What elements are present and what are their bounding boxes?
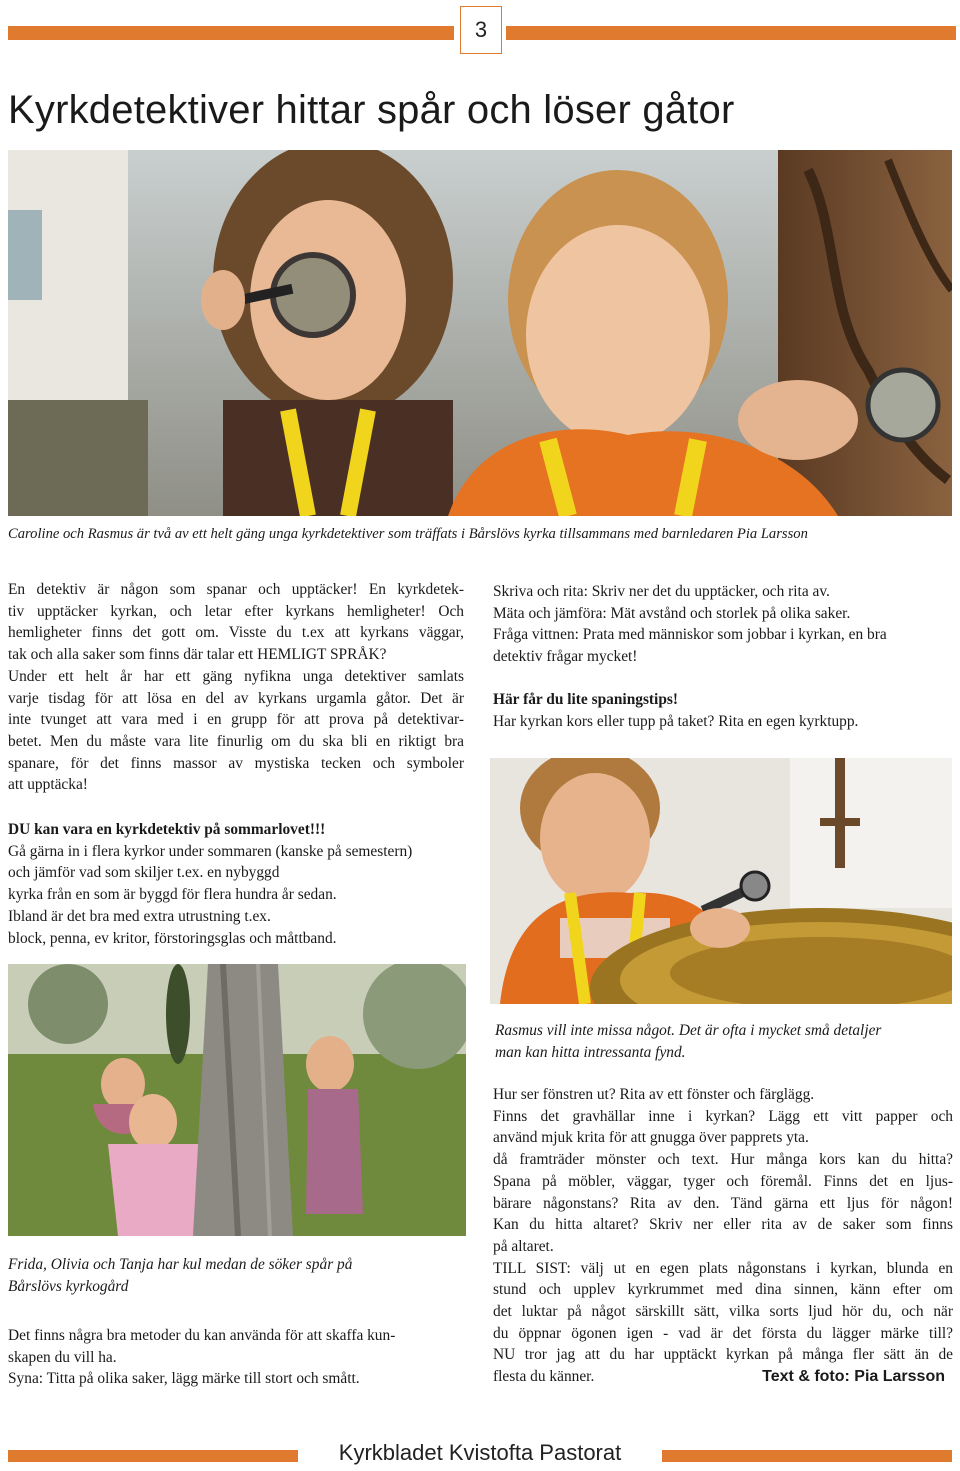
intro-line: betet. Men du måste vara lite finurlig om du ska bli en riktigt bra	[8, 732, 464, 750]
photo-girls-tree	[8, 964, 466, 1236]
footer-publication: Kyrkbladet Kvistofta Pastorat	[338, 1440, 622, 1465]
method-line: detektiv frågar mycket!	[493, 648, 638, 666]
summer-line: kyrka från en som är byggd för flera hundra år sedan.	[8, 886, 337, 904]
photo-credit: Text & foto: Pia Larsson	[762, 1368, 945, 1386]
tips-body-line: bärare någonstans? Rita av den. Tänd gärna ett ljus för någon!	[493, 1194, 953, 1212]
summer-line: block, penna, ev kritor, förstoringsglas och måttband.	[8, 929, 337, 947]
methods-line: Det finns några bra metoder du kan använda för att skaffa kun-	[8, 1327, 396, 1344]
methods-line: skapen du vill ha.	[8, 1348, 117, 1366]
intro-line: inte tvunget att vara med i en grupp för att prova på detektivar-	[8, 711, 464, 729]
article-title: Kyrkdetektiver hittar spår och löser gåtor	[8, 88, 735, 132]
tips-line: Har kyrkan kors eller tupp på taket? Rita en egen kyrktupp.	[493, 712, 859, 730]
last-line: flesta du känner.	[493, 1368, 595, 1386]
intro-line: Under ett helt år har ett gäng nyfikna unga detektiver samlats	[8, 667, 464, 685]
photo-children-magnifier	[8, 150, 952, 516]
intro-line: hemligheter finns det gott om. Visste du t.ex att kyrkans väggar,	[8, 624, 464, 642]
page-number: 3	[460, 6, 502, 54]
summer-line: och jämför vad som skiljer t.ex. en nybyggd	[8, 864, 280, 882]
summer-section	[8, 819, 478, 949]
intro-line: spanare, för det finns massor av mystiska tecken och symboler	[8, 754, 464, 772]
church-tips-paragraph	[493, 1084, 953, 1388]
methods-paragraph	[8, 1325, 468, 1390]
intro-line: tak och alla saker som finns där talar ett HEMLIGT SPRÅK?	[8, 646, 387, 664]
photo-boy-font	[490, 758, 952, 1004]
intro-line: tiv upptäcker kyrkan, och letar efter kyrkans hemligheter! Och	[8, 602, 464, 620]
tips-heading: Här får du lite spaningstips!	[493, 691, 679, 708]
tips-body-line: det luktar på något särskillt sätt, vilka sorts ljud hör du, och när	[493, 1303, 953, 1321]
tips-section	[493, 689, 953, 732]
tips-body-line: Hur ser fönstren ut? Rita av ett fönster och färglägg.	[493, 1086, 815, 1103]
header-bar-left	[8, 26, 454, 40]
tips-body-line: du öppnar ögonen igen - vad är det första du lägger märke till?	[493, 1324, 953, 1342]
summer-line: Ibland är det bra med extra utrustning t.ex.	[8, 907, 271, 925]
photo-girls-tree-image	[8, 964, 466, 1236]
photo-boy-caption-line: man kan hitta intressanta fynd.	[495, 1044, 686, 1061]
tips-body-line: på altaret.	[493, 1237, 554, 1255]
photo-girls-caption	[8, 1254, 466, 1298]
methods-line: Syna: Titta på olika saker, lägg märke till stort och smått.	[8, 1370, 360, 1388]
intro-line: varje tisdag för att lösa en del av kyrkans urgamla gåtor. Det är	[8, 689, 464, 707]
photo-boy-caption-line: Rasmus vill inte missa något. Det är ofta i mycket små detaljer	[495, 1022, 882, 1039]
tips-body-line: Finns det gravhällar inne i kyrkan? Lägg ett vitt papper och	[493, 1107, 953, 1125]
header-bar-right	[506, 26, 956, 40]
tips-body-line: då framträder mönster och text. Hur många kors kan du hitta?	[493, 1151, 953, 1169]
last-line-row	[493, 1366, 953, 1388]
photo-girls-caption-line: Bårslövs kyrkogård	[8, 1278, 129, 1295]
tips-body-line: TILL SIST: välj ut en egen plats någonstans i kyrkan, blunda en	[493, 1259, 953, 1277]
photo-children-magnifier-image	[8, 150, 952, 516]
intro-line: att upptäcka!	[8, 776, 88, 794]
intro-paragraph	[8, 579, 464, 796]
method-line: Fråga vittnen: Prata med människor som jobbar i kyrkan, en bra	[493, 626, 887, 644]
photo-boy-font-image	[490, 758, 952, 1004]
investigation-methods	[493, 581, 953, 668]
intro-line: En detektiv är någon som spanar och upptäcker! En kyrkdetek-	[8, 581, 464, 598]
tips-body-line: stund och upplev kyrkrummet med dina sinnen, känn efter om	[493, 1281, 953, 1299]
method-line: Skriva och rita: Skriv ner det du upptäcker, och rita av.	[493, 583, 830, 600]
summer-line: Gå gärna in i flera kyrkor under sommaren (kanske på semestern)	[8, 842, 413, 860]
tips-body-line: NU tror jag att du har upptäckt kyrkan på många fler sätt än de	[493, 1346, 953, 1364]
tips-body-line: använd mjuk krita för att gnugga över papprets yta.	[493, 1129, 809, 1147]
tips-body-line: Spana på möbler, väggar, tyger och föremål. Finns det en ljus-	[493, 1172, 953, 1190]
photo-children-caption: Caroline och Rasmus är två av ett helt gäng unga kyrkdetektiver som träffats i Bårslövs kyrka tillsammans med barnledaren Pia Larsson	[8, 526, 808, 542]
method-line: Mäta och jämföra: Mät avstånd och storlek på olika saker.	[493, 604, 851, 622]
tips-body-line: Kan du hitta altaret? Skriv ner eller rita av de saker som finns	[493, 1216, 953, 1234]
photo-boy-caption	[495, 1020, 955, 1064]
summer-heading: DU kan vara en kyrkdetektiv på sommarlovet!!!	[8, 821, 326, 838]
photo-girls-caption-line: Frida, Olivia och Tanja har kul medan de söker spår på	[8, 1256, 353, 1273]
